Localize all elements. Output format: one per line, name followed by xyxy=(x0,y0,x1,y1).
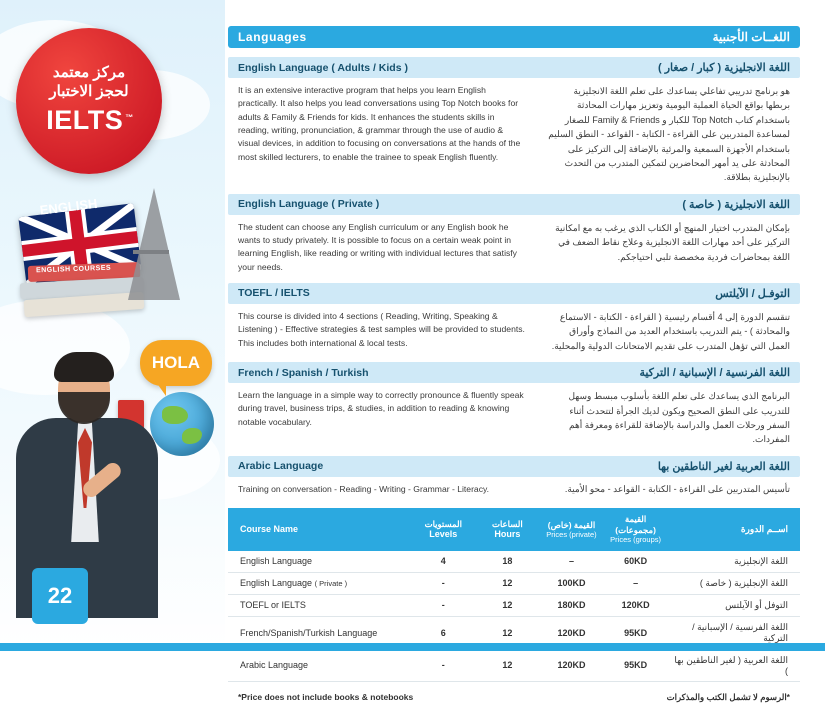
badge-ielts-text: IELTS xyxy=(46,104,124,135)
footnote-row xyxy=(228,692,800,703)
table-header-row xyxy=(228,508,800,551)
course-section-english-adults-kids xyxy=(228,57,800,185)
header-levels-ar: المستويات xyxy=(424,518,462,529)
header-levels-en: Levels xyxy=(429,529,458,540)
cell-course-name-main: English Language xyxy=(240,578,313,589)
course-body xyxy=(228,304,800,353)
cell-course-name-ar: اللغة العربية ( لغير الناطقين بها ) xyxy=(668,649,800,681)
footnote-ar: *الرسوم لا تشمل الكتب والمذكرات xyxy=(666,691,790,702)
presenter-hair xyxy=(54,352,114,382)
cell-price-private: 100KD xyxy=(539,572,603,594)
section-title-en: Languages xyxy=(238,30,307,44)
header-price-group xyxy=(604,508,668,551)
pricing-table-wrapper xyxy=(228,508,800,703)
cell-hours: 12 xyxy=(475,649,539,681)
pricing-table xyxy=(228,508,800,682)
header-course-name: Course Name xyxy=(228,508,411,551)
course-title-en: TOEFL / IELTS xyxy=(238,287,310,300)
english-book-spine-label: ENGLISH xyxy=(38,195,99,218)
course-section-french-spanish-turkish xyxy=(228,362,800,447)
course-desc-en: It is an extensive interactive program that helps you learn English practically. It also helps you lead conversations using Top Notch books for adults & Family & Friends for kids. It enhances the students skills in reading, writing, pronunciation, & grammar through the use of audio & visual devices, in addition to focusing on conversations at the hands of the most skilled lecturers, to enable the trainee to speak English fluently. xyxy=(238,85,521,162)
course-header xyxy=(228,283,800,304)
course-body xyxy=(228,383,800,447)
footnote-en: *Price does not include books & notebooks xyxy=(238,691,414,702)
cell-hours: 12 xyxy=(475,616,539,649)
course-header xyxy=(228,362,800,383)
cell-hours: 18 xyxy=(475,551,539,573)
cell-levels: 4 xyxy=(411,551,475,573)
accredited-center-badge xyxy=(16,28,162,174)
course-desc-en: Training on conversation - Reading - Writing - Grammar - Literacy. xyxy=(238,483,490,494)
course-section-toefl-ielts xyxy=(228,283,800,353)
cell-price-private: 180KD xyxy=(539,594,603,616)
cell-course-name-ar: اللغة الإنجليزية xyxy=(668,551,800,573)
cell-price-group: 95KD xyxy=(604,649,668,681)
header-hours-en: Hours xyxy=(494,529,521,540)
decorative-left-column xyxy=(0,0,225,651)
section-title-bar xyxy=(228,26,800,48)
cell-hours: 12 xyxy=(475,594,539,616)
course-header xyxy=(228,57,800,78)
cell-levels: 6 xyxy=(411,616,475,649)
pricing-table-body xyxy=(228,551,800,682)
cell-price-private: 120KD xyxy=(539,616,603,649)
cell-levels: - xyxy=(411,649,475,681)
cell-price-group: – xyxy=(604,572,668,594)
course-header xyxy=(228,194,800,215)
cell-levels: - xyxy=(411,572,475,594)
badge-line-2: لحجز الاختبار xyxy=(49,83,129,101)
cell-price-group: 60KD xyxy=(604,551,668,573)
cell-course-name: Arabic Language xyxy=(228,649,411,681)
course-desc-ar: هو برنامج تدريبي تفاعلي يساعدك على تعلم اللغة الانجليزية بربطها بواقع الحياة العملية اليومية وتعزيز مهارات المحادثة باستخدام كتاب Top Notch للكبار و Family & Friends للصغار لمساعدة المتدربين على القراءة - الكتابة - القواعد - النطق السليم باستخدام الأجهزة السمعية والمرئية بالإضافة إلى التركيز على المحادثة على يد أمهر المحاضرين لتمكين المتدرب من التحدث بالإنجليزية بطلاقة. xyxy=(548,86,790,183)
course-title-ar: اللغة الفرنسية / الإسبانية / التركية xyxy=(639,367,790,380)
table-row xyxy=(228,572,800,594)
badge-line-1: مركز معتمد xyxy=(52,64,126,82)
header-price-private-ar: القيمة (خاص) xyxy=(547,519,596,530)
course-desc-en: This course is divided into 4 sections ( Reading, Writing, Speaking & Listening ) - Effective strategies & test samples will be provided to students. This includes both international & local tests. xyxy=(238,310,525,348)
badge-line-3 xyxy=(46,104,132,138)
cell-course-name-sub: ( Private ) xyxy=(314,579,348,589)
course-desc-en: Learn the language in a simple way to correctly pronounce & fluently speak during travel, business trips, & studies, in addition to reading & knowing notable vocabulary. xyxy=(238,390,524,427)
course-header xyxy=(228,456,800,477)
course-desc-ar: تأسيس المتدربين على القراءة - الكتابة - القواعد - محو الأمية. xyxy=(564,483,790,494)
course-body xyxy=(228,477,800,497)
page-number: 22 xyxy=(32,568,88,624)
course-desc-en: The student can choose any English curriculum or any English book he wants to study privately. It is possible to focus on a certain weak point in learning English, like reading or writing with individual lectures that satisfy your needs. xyxy=(238,221,517,272)
trademark-symbol: ™ xyxy=(125,112,134,122)
course-desc-ar: تنقسم الدورة إلى 4 أقسام رئيسية ( القراءة - الكتابة - الاستماع والمحادثة ) - يتم التدريب باستخدام العديد من النماذج وأوراق العمل التي تؤهل المتدرب على تقديم الامتحانات الدولية والمحلية. xyxy=(551,311,790,351)
eiffel-tower-icon xyxy=(128,188,180,300)
cell-course-name-ar: التوفل أو الآيلتس xyxy=(668,594,800,616)
table-row xyxy=(228,551,800,573)
course-body xyxy=(228,215,800,274)
header-course-name-ar: اســم الدورة xyxy=(668,508,800,551)
footer-accent-bar xyxy=(0,643,825,651)
table-row xyxy=(228,649,800,681)
course-body xyxy=(228,78,800,185)
header-hours-ar: الساعات xyxy=(491,518,523,529)
cell-course-name-ar: اللغة الفرنسية / الإسبانية / التركية xyxy=(668,616,800,649)
english-courses-label: ENGLISH COURSES xyxy=(35,264,112,275)
cell-course-name: French/Spanish/Turkish Language xyxy=(228,616,411,649)
speech-bubble-text: HOLA xyxy=(151,353,201,372)
header-price-private xyxy=(539,508,603,551)
course-title-en: Arabic Language xyxy=(238,460,324,473)
cell-course-name xyxy=(228,572,411,594)
course-title-ar: اللغة الانجليزية ( خاصة ) xyxy=(682,198,790,211)
table-row xyxy=(228,594,800,616)
header-price-group-ar: القيمة (مجموعات) xyxy=(615,514,656,535)
course-section-arabic xyxy=(228,456,800,497)
course-desc-ar: بإمكان المتدرب اختيار المنهج أو الكتاب الذي يرغب به مع امكانية التركيز على أحد مهارات اللغة الانجليزية وعلاج نقاط الضعف في اللغة بمحاضرات فردية مخصصة تلبي احتياجكم. xyxy=(555,222,790,262)
cell-course-name: English Language xyxy=(228,551,411,573)
cell-levels: - xyxy=(411,594,475,616)
cell-price-group: 95KD xyxy=(604,616,668,649)
eiffel-tower-bar xyxy=(133,250,169,254)
cell-course-name: TOEFL or IELTS xyxy=(228,594,411,616)
course-desc-ar: البرنامج الذي يساعدك على تعلم اللغة بأسلوب مبسط وسهل للتدريب على النطق الصحيح ويكون لديك الجرأة لتتحدث أثناء السفر ورحلات العمل والدراسة بالإضافة للقراءة ومعرفة أهم المفردات. xyxy=(568,391,790,445)
course-title-en: English Language ( Private ) xyxy=(238,198,380,211)
course-title-en: English Language ( Adults / Kids ) xyxy=(238,61,408,74)
header-price-private-en: Prices (private) xyxy=(546,530,597,540)
course-title-ar: التوفـل / الآيلتس xyxy=(715,287,790,300)
header-hours xyxy=(475,508,539,551)
cell-hours: 12 xyxy=(475,572,539,594)
header-price-group-en: Prices (groups) xyxy=(610,535,662,545)
cell-price-private: – xyxy=(539,551,603,573)
course-section-english-private xyxy=(228,194,800,274)
cell-price-group: 120KD xyxy=(604,594,668,616)
cell-course-name-ar: اللغة الإنجليزية ( خاصة ) xyxy=(668,572,800,594)
main-content xyxy=(228,26,800,703)
cell-price-private: 120KD xyxy=(539,649,603,681)
header-levels xyxy=(411,508,475,551)
pricing-table-head xyxy=(228,508,800,551)
course-title-en: French / Spanish / Turkish xyxy=(238,366,369,379)
course-title-ar: اللغة الانجليزية ( كبار / صغار ) xyxy=(658,62,790,74)
section-title-ar: اللغــات الأجنبية xyxy=(712,30,790,44)
course-title-ar: اللغة العربية لغير الناطقين بها xyxy=(657,460,790,473)
